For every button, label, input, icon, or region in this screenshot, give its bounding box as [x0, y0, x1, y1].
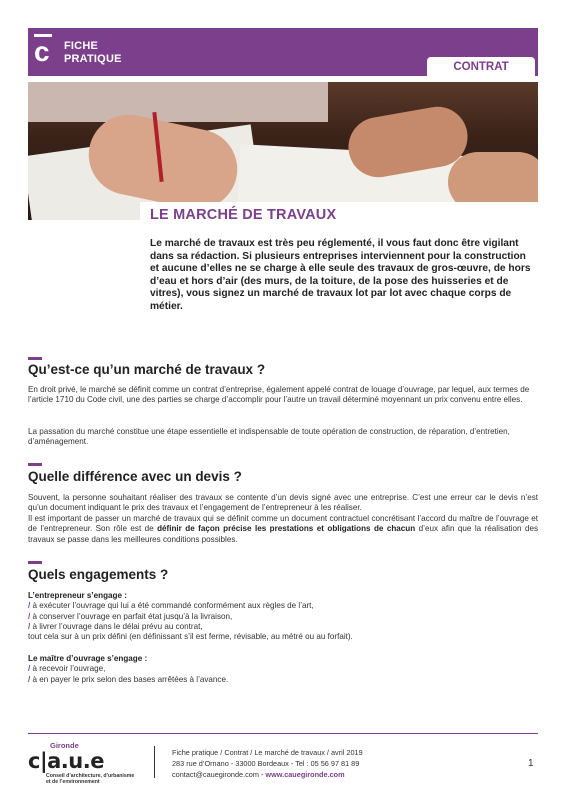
entrepreneur-tail: tout cela sur à un prix défini (en définissant s’il est ferme, révisable, au métré ou au forfait).	[28, 632, 353, 642]
website-link[interactable]: www.cauegironde.com	[265, 770, 345, 779]
entrepreneur-block	[28, 591, 538, 642]
caue-logo-icon: c	[34, 34, 54, 68]
section-marker	[28, 463, 42, 466]
caue-subtitle: Conseil d’architecture, d’urbanisme et de l’environnement	[46, 773, 135, 785]
section-heading-engagements: Quels engagements ?	[28, 567, 169, 582]
intro-paragraph: Le marché de travaux est très peu réglementé, il vous faut donc être vigilant dans sa rédaction. Si plusieurs entreprises interviennent pour la construction et aucune d’elles ne se charge à elle seule des travaux de gros-œuvre, de hors d’eau et hors d’air (des murs, de la toiture, de la pose des huisseries et de vitres), vous signez un marché de travaux lot par lot avec chaque corps de métier.	[150, 238, 531, 312]
definition-paragraph-2: La passation du marché constitue une étape essentielle et indispensable de toute opération de construction, de réparation, d’entretien, d’aménagement.	[28, 427, 510, 447]
hero-photo	[28, 82, 538, 220]
caue-logo: c|a.u.e	[28, 749, 104, 773]
fiche-line1: FICHE	[64, 40, 98, 52]
list-item: / à livrer l’ouvrage dans le délai prévu au contrat,	[28, 621, 203, 631]
fiche-pratique-label	[64, 40, 122, 66]
list-item: / à conserver l’ouvrage en parfait état jusqu’à la livraison,	[28, 611, 233, 621]
section-heading-definition: Qu’est-ce qu’un marché de travaux ?	[28, 362, 266, 377]
list-item: / à recevoir l’ouvrage,	[28, 664, 106, 674]
footer-gironde: Gironde	[50, 741, 79, 750]
devis-paragraph-2: Il est important de passer un marché de travaux qui se définit comme un document contractuel concrétisant l’accord du maître de l’ouvrage et de l’entrepreneur. Son rôle est de définir de façon précise les prestations et obligations de chacun d’eux afin que la réalisation des travaux se passe dans les meilleures conditions possibles.	[28, 514, 538, 544]
maitre-label: Le maître d’ouvrage s’engage :	[28, 654, 148, 663]
footer-separator	[154, 746, 155, 778]
section-marker	[28, 561, 42, 564]
page-title: LE MARCHÉ DE TRAVAUX	[150, 207, 337, 223]
entrepreneur-label: L’entrepreneur s’engage :	[28, 591, 127, 600]
category-tab: CONTRAT	[427, 57, 535, 76]
section-marker	[28, 357, 42, 360]
definition-paragraph-1: En droit privé, le marché se définit comme un contrat d’entreprise, également appelé contrat de louage d’ouvrage, par lequel, aux termes de l’article 1710 du Code civil, une des parties se charge d’accomplir pour l’autre un travail déterminé moyennant un prix convenu entre elles.	[28, 385, 530, 405]
page-number: 1	[528, 758, 534, 769]
footer-info	[172, 747, 363, 780]
footer-contact: contact@cauegironde.com - www.cauegironde.com	[172, 770, 345, 779]
fiche-line2: PRATIQUE	[64, 53, 122, 65]
devis-emphasis: définir de façon précise les prestations et obligations de chacun	[157, 524, 416, 534]
footer-address: 283 rue d’Ornano - 33000 Bordeaux - Tel : 05 56 97 81 89	[172, 759, 360, 768]
footer-line1: Fiche pratique / Contrat / Le marché de travaux / avril 2019	[172, 748, 363, 757]
list-item: / à en payer le prix selon des bases arrêtées à l’avance.	[28, 674, 229, 684]
maitre-block	[28, 654, 538, 685]
section-heading-devis: Quelle différence avec un devis ?	[28, 469, 242, 484]
list-item: / à exécuter l’ouvrage qui lui a été commandé conformément aux règles de l’art,	[28, 601, 314, 611]
footer-rule	[28, 733, 538, 734]
devis-paragraph-1: Souvent, la personne souhaitant réaliser des travaux se contente d’un devis signé avec une entreprise. C’est une erreur car le devis n’est qu’un document indiquant le prix des travaux et l’engagement de l’entrepreneur à les réaliser.	[28, 493, 538, 513]
